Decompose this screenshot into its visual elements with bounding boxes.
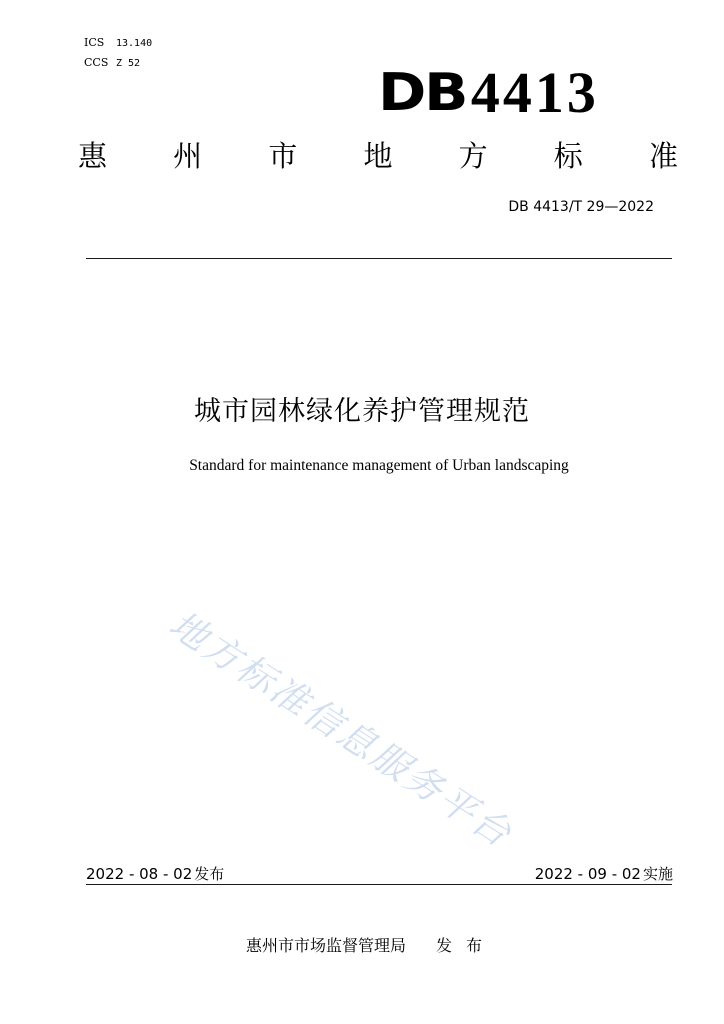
implementation-date-value: 2022 - 09 - 02 <box>534 865 641 883</box>
top-divider <box>86 258 672 259</box>
ics-label: ICS <box>84 36 105 49</box>
ccs-value: Z 52 <box>116 58 141 69</box>
bottom-divider <box>86 884 672 885</box>
standard-class-char: 标 <box>553 139 583 173</box>
implementation-date-label: 实施 <box>642 865 673 883</box>
standard-number: DB 4413/T 29—2022 <box>508 199 654 215</box>
issue-date-label: 发布 <box>194 865 225 883</box>
standard-class <box>78 136 678 176</box>
document-title-en: Standard for maintenance management of Urban landscaping <box>189 457 569 474</box>
db-logo-number: 4413 <box>470 60 599 125</box>
watermark: 地方标准信息服务平台 <box>161 602 521 857</box>
ccs-label: CCS <box>84 56 109 69</box>
standard-class-char: 准 <box>648 139 678 173</box>
db-logo-prefix: DB <box>378 63 467 123</box>
issue-date <box>86 864 224 884</box>
ccs-code <box>84 56 140 70</box>
standard-class-char: 惠 <box>78 139 108 173</box>
ics-code <box>84 36 152 50</box>
standard-class-char: 方 <box>458 139 488 173</box>
db-logo <box>378 62 599 124</box>
ics-value: 13.140 <box>116 38 153 49</box>
issuer <box>246 935 496 957</box>
standard-class-char: 州 <box>173 139 203 173</box>
document-title-cn: 城市园林绿化养护管理规范 <box>194 396 530 427</box>
issuer-action: 发布 <box>436 936 497 955</box>
implementation-date <box>460 864 673 884</box>
standard-class-char: 地 <box>363 139 393 173</box>
issuer-name: 惠州市市场监督管理局 <box>246 936 407 955</box>
issue-date-value: 2022 - 08 - 02 <box>86 865 193 883</box>
standard-class-char: 市 <box>268 139 298 173</box>
